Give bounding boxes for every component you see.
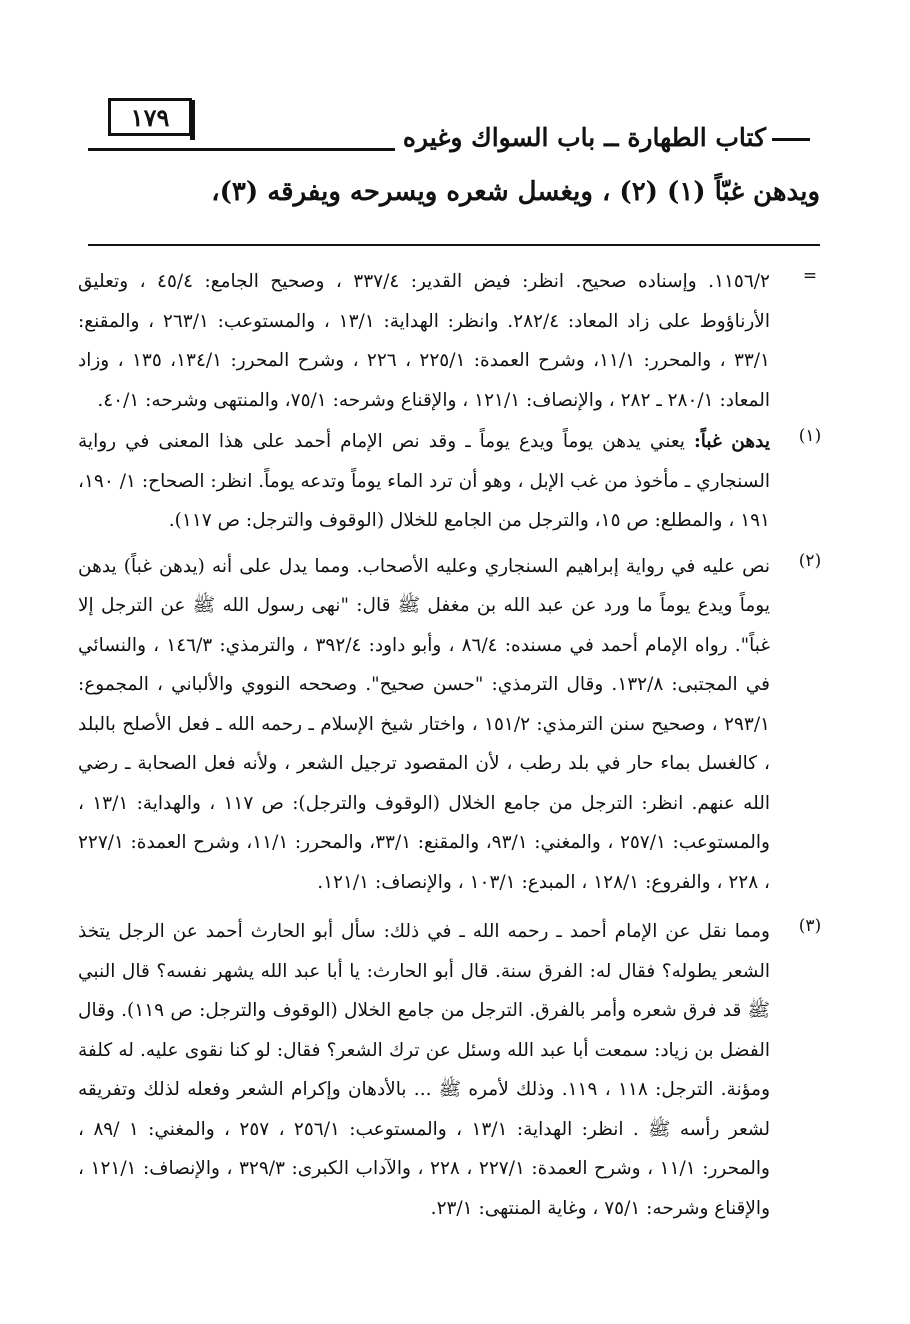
footnote-lead-term: يدهن غباً: — [693, 431, 770, 452]
main-text-line: ويدهن غبّاً (١) (٢) ، ويغسل شعره ويسرحه ويفرقه (٣)، — [211, 177, 820, 207]
chapter-title — [395, 122, 820, 154]
footnote-text: نص عليه في رواية إبراهيم السنجاري وعليه الأصحاب. ومما يدل على أنه (يدهن غباً) يدهن يوماً ويدع يوماً ما ورد عن عبد الله بن مغفل ﷺ قال: "نهى رسول الله ﷺ عن الترجل إلا غباً". رواه الإمام أحمد في مسنده: ٨٦/٤ ، وأبو داود: ٣٩٢/٤ ، والترمذي: ١٤٦/٣ ، والنسائي في المجتبى: ١٣٢/٨. وقال الترمذي: "حسن صحيح". وصححه النووي والألباني ، المجموع: ٢٩٣/١ ، وصحيح سنن الترمذي: ١٥١/٢ ، واختار شيخ الإسلام ـ رحمه الله ـ فعل الأصلح بالبلد ، كالغسل بماء حار في بلد رطب ، لأن المقصود ترجيل الشعر ، ولأنه فعل الصحابة ـ رضي الله عنهم. انظر: الترجل من جامع الخلال (الوقوف والترجل): ص ١١٧ ، والهداية: ١٣/١ ، والمستوعب: ٢٥٧/١ ، والمغني: ٩٣/١، والمقنع: ٣٣/١، والمحرر: ١١/١، وشرح العمدة: ٢٢٧/١ ، ٢٢٨ ، والفروع: ١٢٨/١ ، المبدع: ١٠٣/١ ، والإنصاف: ١٢١/١. — [78, 555, 771, 893]
footnote-divider — [88, 244, 820, 246]
footnote-marker: (١) — [798, 426, 822, 446]
footnote-marker: = — [802, 266, 818, 286]
footnote-text-body: يعني يدهن يوماً ويدع يوماً ـ وقد نص الإمام أحمد على هذا المعنى في رواية السنجاري ـ مأخوذ من غب الإبل ، وهو أن ترد الماء يوماً وتدعه يوماً. انظر: الصحاح: ١/ ١٩٠، ١٩١ ، والمطلع: ص ١٥، والترجل من الجامع للخلال (الوقوف والترجل: ص ١١٧). — [78, 431, 770, 531]
header-dash — [772, 138, 810, 141]
page-number: ١٧٩ — [108, 98, 192, 136]
footnote-marker: (٣) — [798, 916, 822, 936]
footnote-text: ١١٥٦/٢. وإسناده صحيح. انظر: فيض القدير: ٣٣٧/٤ ، وصحيح الجامع: ٤٥/٤ ، وتعليق الأرناؤوط على زاد المعاد: ٢٨٢/٤. وانظر: الهداية: ١٣/١ ، والمستوعب: ٢٦٣/١ ، والمقنع: ٣٣/١ ، والمحرر: ١١/١، وشرح العمدة: ٢٢٥/١ ، ٢٢٦ ، وشرح المحرر: ١٣٤/١، ١٣٥ ، وزاد المعاد: ٢٨٠/١ ـ ٢٨٢ ، والإنصاف: ١٢١/١ ، والإقناع وشرحه: ٧٥/١، والمنتهى وشرحه: ٤٠/١. — [78, 271, 770, 411]
footnote-1 — [78, 422, 830, 541]
footnote-marker: (٢) — [798, 550, 822, 571]
footnote-text: ومما نقل عن الإمام أحمد ـ رحمه الله ـ في ذلك: سأل أبو الحارث أحمد عن الرجل يتخذ الشعر يطوله؟ فقال له: الفرق سنة. قال أبو الحارث: يا أبا عبد الله يشهر نفسه؟ قال النبي ﷺ قد فرق شعره وأمر بالفرق. الترجل من جامع الخلال (الوقوف والترجل: ص ١١٩). وقال الفضل بن زياد: سمعت أبا عبد الله وسئل عن ترك الشعر؟ فقال: لو كنا نقوى عليه. له كلفة ومؤنة. الترجل: ١١٨ ، ١١٩. وذلك لأمره ﷺ ... بالأدهان وإكرام الشعر وفعله لذلك وتفريقه لشعر رأسه ﷺ . انظر: الهداية: ١٣/١ ، والمستوعب: ٢٥٦/١ ، ٢٥٧ ، والمغني: ١ /٨٩ ، والمحرر: ١١/١ ، وشرح العمدة: ٢٢٧/١ ، ٢٢٨ ، والآداب الكبرى: ٣٢٩/٣ ، والإنصاف: ١٢١/١ ، والإقناع وشرحه: ٧٥/١ ، وغاية المنتهى: ٢٣/١. — [78, 921, 771, 1219]
footnote-2 — [78, 547, 830, 903]
running-header — [88, 122, 820, 158]
footnote-continuation — [78, 262, 830, 420]
footnote-text — [78, 422, 770, 541]
chapter-title-text: كتاب الطهارة ــ باب السواك وغيره — [402, 123, 766, 152]
footnote-3 — [78, 912, 830, 1228]
footnotes — [78, 262, 830, 1228]
